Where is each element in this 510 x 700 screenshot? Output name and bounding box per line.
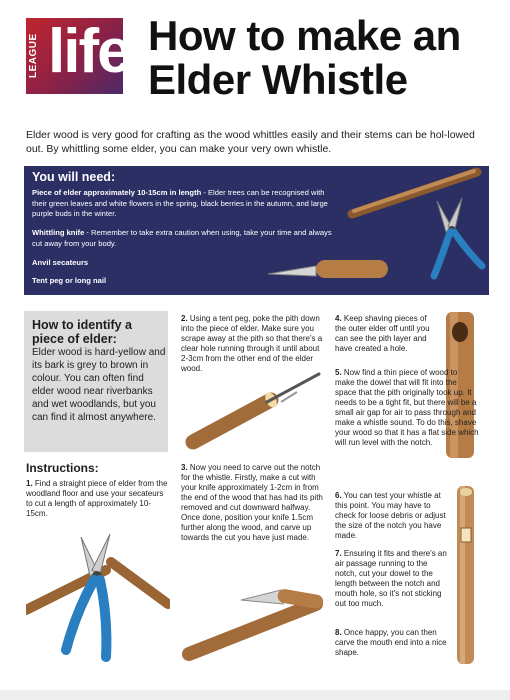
step-4-number: 4. bbox=[335, 314, 342, 323]
knife-illustration bbox=[266, 254, 391, 284]
need-item-tent-peg-title: Tent peg or long nail bbox=[32, 276, 107, 285]
step-1-text: Find a straight piece of elder from the woodland floor and use your secateurs to cut a length of approximately 10-15cm. bbox=[26, 479, 168, 518]
step-4 bbox=[335, 314, 438, 354]
step-3-illustration bbox=[181, 578, 327, 663]
step-7-text: Ensuring it fits and there's an air passage running to the notch, cut your dowel to the length between the notch and mouth hole, so it's not sticking out too much. bbox=[335, 549, 447, 608]
step-5-text: Now find a thin piece of wood to make the dowel that will fit into the space that the pith originally took up. It needs to be a tight fit, but there will be a small air gap for air to pass through and make a whistle sound. To do this, shave your wood so that it has a flat side which will run level with the notch. bbox=[335, 368, 479, 447]
step-8-number: 8. bbox=[335, 628, 342, 637]
step-2-text: Using a tent peg, poke the pith down into the piece of elder. Make sure you scrape away at the pith so that there's a clear hole running through it until about 2-3cm from the other end of the elder wood. bbox=[181, 314, 323, 373]
need-item-elder-title: Piece of elder approximately 10-15cm in length bbox=[32, 188, 202, 197]
step-3-text: Now you need to carve out the notch for the whistle. Firstly, make a cut with your knife approximately 1-2cm in from the end of the wood that has had its pith removed and cut downward halfway. Once done, position your knife 1.5cm further along the wood, and carve up towards the cut you have just made. bbox=[181, 463, 323, 542]
need-item-knife bbox=[32, 228, 332, 249]
league-life-logo bbox=[26, 17, 130, 94]
footer-bar bbox=[0, 690, 510, 700]
step-3-number: 3. bbox=[181, 463, 188, 472]
step-1 bbox=[26, 479, 169, 519]
secateurs-illustration bbox=[434, 198, 482, 276]
intro-paragraph: Elder wood is very good for crafting as the wood whittles easily and their stems can be hol-lowed out. By whittling some elder, you can make your very own whistle. bbox=[26, 129, 475, 155]
step-4-text: Keep shaving pieces of the outer elder off until you can see the pith layer and have created a hole. bbox=[335, 314, 430, 353]
need-item-elder bbox=[32, 188, 332, 220]
identify-box bbox=[24, 311, 168, 452]
you-will-need-heading: You will need: bbox=[32, 170, 116, 184]
step-2-illustration bbox=[181, 372, 327, 452]
identify-heading: How to identify a piece of elder: bbox=[32, 318, 132, 346]
need-item-knife-title: Whittling knife bbox=[32, 228, 85, 237]
step-6-text: You can test your whistle at this point. You may have to check for loose debris or adjust the size of the notch you have made. bbox=[335, 491, 446, 540]
step-7-number: 7. bbox=[335, 549, 342, 558]
logo-league-text: LEAGUE bbox=[28, 33, 39, 79]
step-6-number: 6. bbox=[335, 491, 342, 500]
step-7 bbox=[335, 549, 449, 609]
step-6 bbox=[335, 491, 449, 541]
step-2-number: 2. bbox=[181, 314, 188, 323]
step-6-illustration bbox=[452, 484, 480, 666]
step-3 bbox=[181, 463, 327, 543]
step-5-number: 5. bbox=[335, 368, 342, 377]
step-5 bbox=[335, 368, 479, 448]
step-1-number: 1. bbox=[26, 479, 33, 488]
step-8-text: Once happy, you can then carve the mouth end into a nice shape. bbox=[335, 628, 447, 657]
page-title: How to make an Elder Whistle bbox=[148, 12, 461, 103]
need-item-elder-text: - Elder trees can be recognised with their green leaves and white flowers in the spring, black berries in the autumn, and large purple buds in the winter. bbox=[32, 188, 328, 218]
instructions-heading: Instructions: bbox=[26, 461, 99, 475]
identify-text: Elder wood is hard-yellow and its bark is grey to brown in colour. You can often find elder wood near riverbanks and wet woodlands, but you can find it almost anywhere. bbox=[32, 347, 166, 423]
you-will-need-box bbox=[24, 166, 489, 295]
step-2 bbox=[181, 314, 327, 374]
step-8 bbox=[335, 628, 449, 658]
step-1-illustration bbox=[26, 532, 170, 662]
need-item-secateurs-title: Anvil secateurs bbox=[32, 258, 89, 267]
logo-life-text: life bbox=[48, 17, 130, 86]
need-item-knife-text: - Remember to take extra caution when using, take your time and always cut away from your body. bbox=[32, 228, 332, 248]
